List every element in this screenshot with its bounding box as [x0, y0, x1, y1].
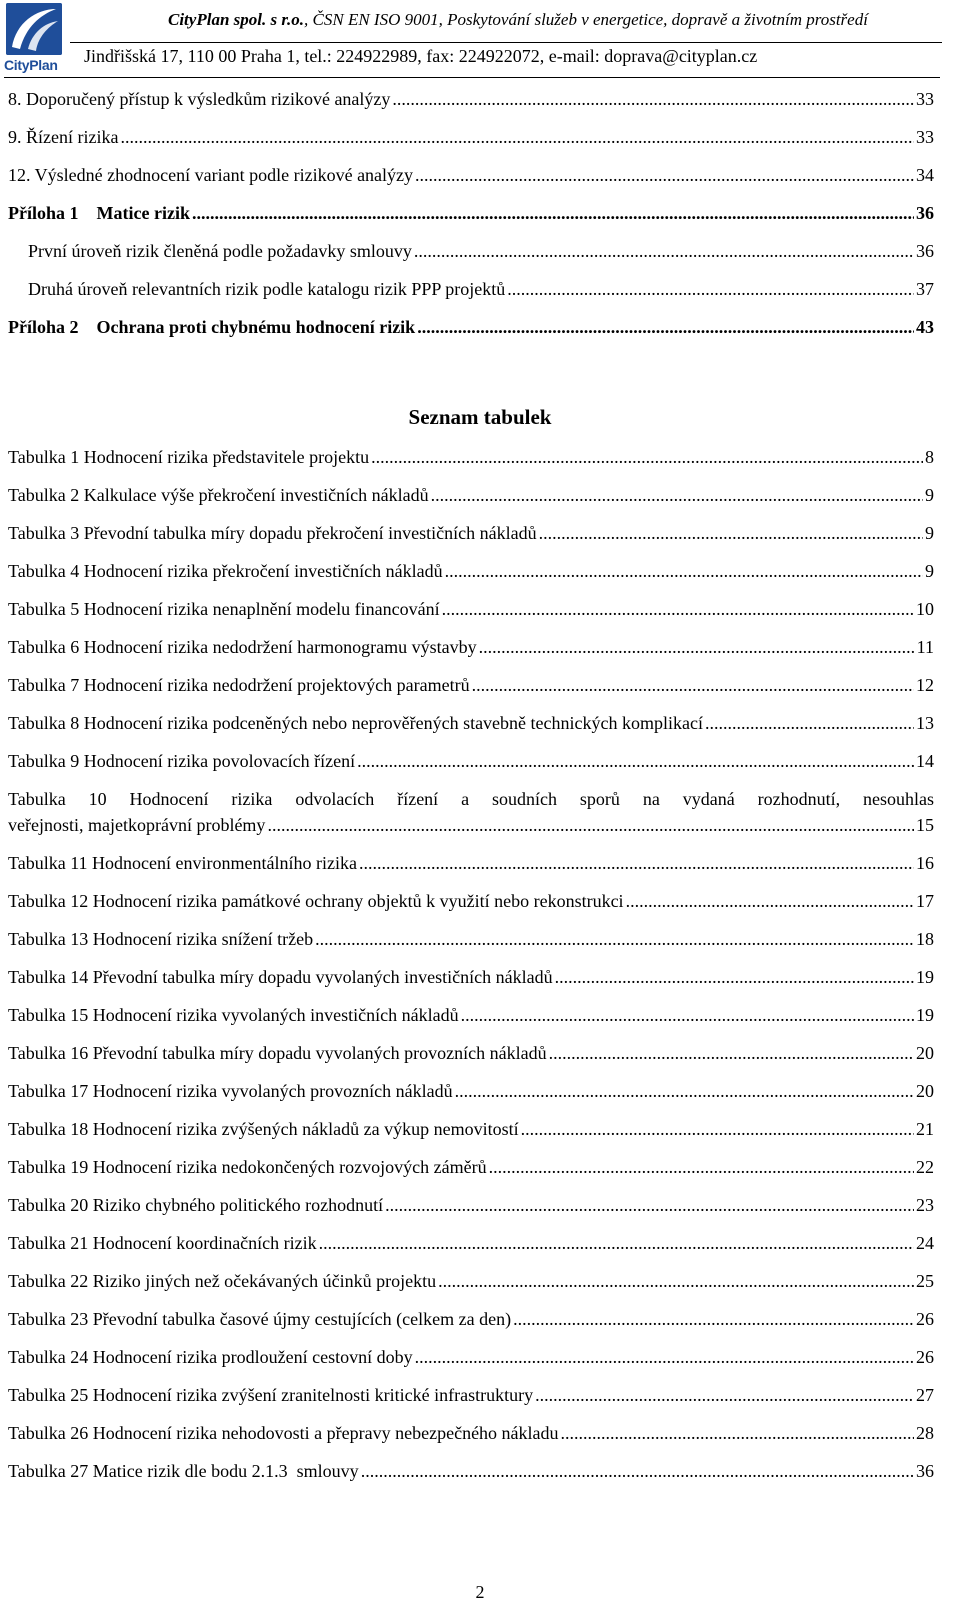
table-entry-page: 19 — [916, 967, 934, 987]
table-entry[interactable] — [8, 484, 934, 506]
table-entry-label-line1: Tabulka 10 Hodnocení rizika odvolacích řízení a soudních sporů na vydaná rozhodnutí, nesouhlas — [8, 789, 934, 809]
toc-leader — [513, 1308, 914, 1330]
company-certification: , ČSN EN ISO 9001, Poskytování služeb v energetice, dopravě a životním prostředí — [304, 10, 868, 29]
toc-entry-label: První úroveň rizik členěná podle požadavky smlouvy — [28, 241, 412, 261]
table-entry[interactable] — [8, 1232, 934, 1254]
table-entry[interactable] — [8, 1118, 934, 1140]
toc-leader — [626, 890, 914, 912]
table-entry[interactable] — [8, 1270, 934, 1292]
toc-entry-label: 8. Doporučený přístup k výsledkům rizikové analýzy — [8, 89, 391, 109]
toc-leader — [489, 1156, 914, 1178]
header-company-line — [168, 10, 868, 30]
table-entry-label: Tabulka 23 Převodní tabulka časové újmy cestujících (celkem za den) — [8, 1309, 512, 1329]
table-entry-page: 9 — [925, 523, 934, 543]
table-entry-label: Tabulka 22 Riziko jiných než očekávaných účinků projektu — [8, 1271, 437, 1291]
table-entry-label: Tabulka 16 Převodní tabulka míry dopadu vyvolaných provozních nákladů — [8, 1043, 547, 1063]
table-entry-label: Tabulka 27 Matice rizik dle bodu 2.1.3 smlouvy — [8, 1461, 359, 1481]
table-entry[interactable] — [8, 1384, 934, 1406]
toc-leader — [535, 1384, 914, 1406]
logo-mark-icon — [6, 3, 62, 55]
table-entry-page: 8 — [925, 447, 934, 467]
company-logo — [4, 3, 64, 75]
toc-entry-label: 9. Řízení rizika — [8, 127, 119, 147]
logo-text: CityPlan — [4, 57, 58, 73]
toc-leader — [442, 598, 914, 620]
toc-entry-page: 34 — [916, 165, 934, 185]
tables-heading: Seznam tabulek — [408, 405, 552, 429]
table-entry[interactable] — [8, 446, 934, 468]
table-entry[interactable] — [8, 1194, 934, 1216]
table-entry-page: 26 — [916, 1309, 934, 1329]
table-entry[interactable] — [8, 928, 934, 950]
toc-leader — [539, 522, 923, 544]
table-entry-label: Tabulka 9 Hodnocení rizika povolovacích řízení — [8, 751, 356, 771]
table-entry-label: Tabulka 20 Riziko chybného politického rozhodnutí — [8, 1195, 384, 1215]
toc-leader — [561, 1422, 914, 1444]
toc-leader — [415, 1346, 914, 1368]
table-entry[interactable] — [8, 852, 934, 874]
toc-leader — [521, 1118, 914, 1140]
toc-leader — [357, 750, 914, 772]
table-entry-page: 36 — [916, 1461, 934, 1481]
toc-leader — [479, 636, 915, 658]
table-entry-page: 9 — [925, 561, 934, 581]
table-entry-page: 9 — [925, 485, 934, 505]
toc-entry-page: 36 — [916, 203, 934, 223]
table-entry-page: 24 — [916, 1233, 934, 1253]
table-entry-label: Tabulka 2 Kalkulace výše překročení investičních nákladů — [8, 485, 429, 505]
table-entry[interactable] — [8, 814, 934, 836]
table-entry[interactable] — [8, 1346, 934, 1368]
table-entry[interactable] — [8, 1004, 934, 1026]
toc-leader — [120, 126, 914, 148]
toc-leader — [417, 316, 914, 338]
toc-leader — [319, 1232, 914, 1254]
toc-leader — [705, 712, 914, 734]
toc-leader — [361, 1460, 914, 1482]
toc-leader — [431, 484, 923, 506]
table-entry-label: Tabulka 19 Hodnocení rizika nedokončených rozvojových záměrů — [8, 1157, 487, 1177]
toc-entry[interactable] — [28, 240, 934, 262]
table-entry[interactable] — [8, 966, 934, 988]
company-name: CityPlan spol. s r.o. — [168, 10, 305, 29]
table-entry[interactable] — [8, 1460, 934, 1482]
header-bottom-rule — [4, 77, 940, 78]
table-entry[interactable] — [8, 1080, 934, 1102]
table-entry-label: Tabulka 1 Hodnocení rizika představitele projektu — [8, 447, 370, 467]
toc-entry-page: 43 — [916, 317, 934, 337]
table-entry-page: 20 — [916, 1081, 934, 1101]
table-entry-label: Tabulka 15 Hodnocení rizika vyvolaných investičních nákladů — [8, 1005, 459, 1025]
table-entry-label: Tabulka 26 Hodnocení rizika nehodovosti a přepravy nebezpečného nákladu — [8, 1423, 559, 1443]
toc-entry[interactable] — [8, 316, 934, 338]
table-entry-page: 19 — [916, 1005, 934, 1025]
table-entry[interactable] — [8, 636, 934, 658]
table-entry-label: Tabulka 8 Hodnocení rizika podceněných nebo neprověřených stavebně technických komplikací — [8, 713, 703, 733]
table-entry-page: 11 — [916, 637, 934, 657]
table-entry-label: Tabulka 25 Hodnocení rizika zvýšení zranitelnosti kritické infrastruktury — [8, 1385, 534, 1405]
header-address: Jindřišská 17, 110 00 Praha 1, tel.: 224922989, fax: 224922072, e-mail: doprava@cityplan.cz — [84, 46, 758, 66]
table-entry-page: 12 — [916, 675, 934, 695]
toc-leader — [415, 164, 914, 186]
table-entry-label: Tabulka 17 Hodnocení rizika vyvolaných provozních nákladů — [8, 1081, 453, 1101]
toc-leader — [549, 1042, 914, 1064]
table-entry[interactable] — [8, 750, 934, 772]
toc-leader — [445, 560, 923, 582]
table-entry-page: 21 — [916, 1119, 934, 1139]
toc-leader — [371, 446, 923, 468]
toc-entry-page: 33 — [916, 127, 934, 147]
table-entry-page: 10 — [916, 599, 934, 619]
table-entry-page: 20 — [916, 1043, 934, 1063]
toc-leader — [414, 240, 914, 262]
toc-leader — [359, 852, 914, 874]
table-entry-label: Tabulka 21 Hodnocení koordinačních rizik — [8, 1233, 317, 1253]
toc-leader — [315, 928, 914, 950]
table-entry-page: 13 — [916, 713, 934, 733]
toc-leader — [385, 1194, 914, 1216]
table-entry-label: Tabulka 4 Hodnocení rizika překročení investičních nákladů — [8, 561, 443, 581]
table-entry-page: 14 — [916, 751, 934, 771]
table-entry-page: 15 — [916, 815, 934, 835]
page-number: 2 — [475, 1582, 485, 1602]
table-entry[interactable] — [8, 890, 934, 912]
toc-entry-label: Příloha 2 Ochrana proti chybnému hodnocení rizik — [8, 317, 416, 337]
table-entry-page: 27 — [916, 1385, 934, 1405]
toc-entry-page: 33 — [916, 89, 934, 109]
table-entry-label: Tabulka 18 Hodnocení rizika zvýšených nákladů za výkup nemovitostí — [8, 1119, 519, 1139]
toc-entry-label: Příloha 1 Matice rizik — [8, 203, 190, 223]
table-entry-label: Tabulka 5 Hodnocení rizika nenaplnění modelu financování — [8, 599, 440, 619]
toc-leader — [472, 674, 914, 696]
page-header — [0, 0, 960, 78]
table-entry-label: Tabulka 3 Převodní tabulka míry dopadu překročení investičních nákladů — [8, 523, 537, 543]
table-entry[interactable] — [8, 1156, 934, 1178]
table-entry[interactable] — [8, 1042, 934, 1064]
toc-entry[interactable] — [8, 126, 934, 148]
table-entry[interactable] — [8, 712, 934, 734]
table-entry-wrapped[interactable] — [8, 788, 934, 810]
toc-leader — [192, 202, 914, 224]
toc-entry[interactable] — [28, 278, 934, 300]
table-entry-label: Tabulka 6 Hodnocení rizika nedodržení harmonogramu výstavby — [8, 637, 477, 657]
table-entry-page: 23 — [916, 1195, 934, 1215]
toc-leader — [438, 1270, 914, 1292]
table-entry-page: 26 — [916, 1347, 934, 1367]
toc-leader — [455, 1080, 914, 1102]
table-entry[interactable] — [8, 1308, 934, 1330]
table-entry-label: Tabulka 24 Hodnocení rizika prodloužení cestovní doby — [8, 1347, 413, 1367]
table-entry-page: 16 — [916, 853, 934, 873]
toc-entry[interactable] — [8, 202, 934, 224]
toc-leader — [392, 88, 914, 110]
table-entry-label-line2: veřejnosti, majetkoprávní problémy — [8, 815, 266, 835]
toc-entry-label: 12. Výsledné zhodnocení variant podle rizikové analýzy — [8, 165, 414, 185]
table-entry-label: Tabulka 7 Hodnocení rizika nedodržení projektových parametrů — [8, 675, 470, 695]
table-entry-label: Tabulka 12 Hodnocení rizika památkové ochrany objektů k využití nebo rekonstrukci — [8, 891, 624, 911]
toc-entry-page: 37 — [916, 279, 934, 299]
toc-leader — [507, 278, 914, 300]
table-entry-page: 28 — [916, 1423, 934, 1443]
toc-leader — [555, 966, 914, 988]
table-entry-page: 18 — [916, 929, 934, 949]
table-entry-label: Tabulka 13 Hodnocení rizika snížení tržeb — [8, 929, 314, 949]
table-entry[interactable] — [8, 560, 934, 582]
table-entry[interactable] — [8, 598, 934, 620]
toc-leader — [461, 1004, 914, 1026]
table-entry-page: 17 — [916, 891, 934, 911]
toc-entry-page: 36 — [916, 241, 934, 261]
table-entry-page: 25 — [916, 1271, 934, 1291]
table-entry-label: Tabulka 11 Hodnocení environmentálního rizika — [8, 853, 357, 873]
table-entry[interactable] — [8, 1422, 934, 1444]
toc-entry[interactable] — [8, 88, 934, 110]
toc-entry[interactable] — [8, 164, 934, 186]
header-divider — [70, 42, 942, 43]
table-entry[interactable] — [8, 522, 934, 544]
toc-leader — [267, 814, 914, 836]
table-entry-label: Tabulka 14 Převodní tabulka míry dopadu vyvolaných investičních nákladů — [8, 967, 553, 987]
table-entry-page: 22 — [916, 1157, 934, 1177]
table-entry[interactable] — [8, 674, 934, 696]
toc-entry-label: Druhá úroveň relevantních rizik podle katalogu rizik PPP projektů — [28, 279, 506, 299]
